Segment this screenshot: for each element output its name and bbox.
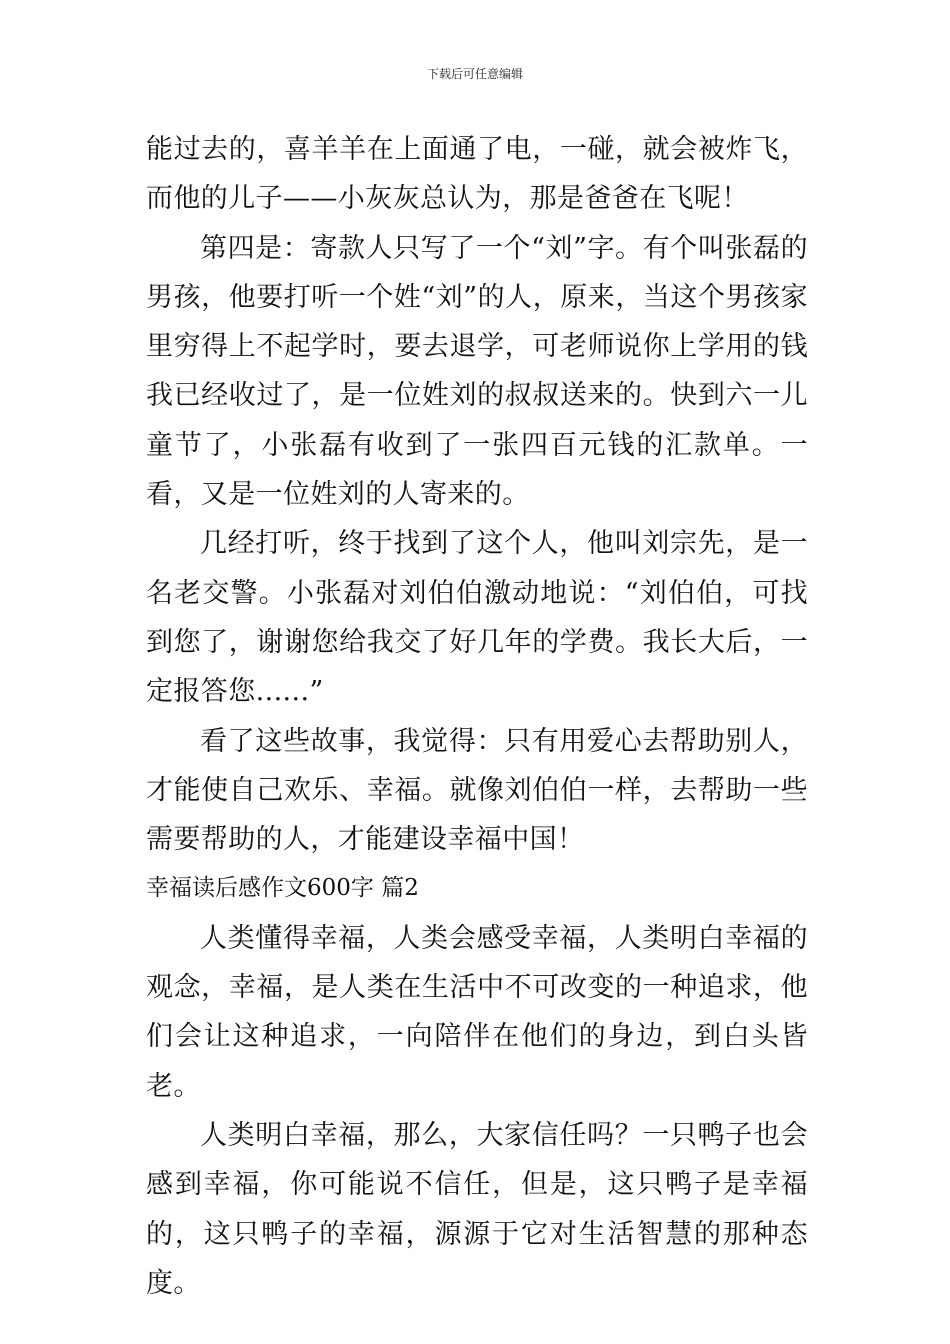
section-heading: 幸福读后感作文600字 篇2: [146, 875, 419, 902]
paragraph: 几经打听，终于找到了这个人，他叫刘宗先，是一名老交警。小张磊对刘伯伯激动地说：“刘伯伯，可找到您了，谢谢您给我交了好几年的学费。我长大后，一定报答您......”: [146, 528, 808, 708]
paragraph: 第四是：寄款人只写了一个“刘”字。有个叫张磊的男孩，他要打听一个姓“刘”的人，原来，当这个男孩家里穷得上不起学时，要去退学，可老师说你上学用的钱我已经收过了，是一位姓刘的叔叔送来的。快到六一儿童节了，小张磊有收到了一张四百元钱的汇款单。一看，又是一位姓刘的人寄来的。: [146, 232, 808, 511]
document-body: [146, 125, 808, 1308]
paragraph: 人类明白幸福，那么，大家信任吗？一只鸭子也会感到幸福，你可能说不信任，但是，这只鸭子是幸福的，这只鸭子的幸福，源源于它对生活智慧的那种态度。: [146, 1119, 808, 1299]
page-header-note: 下载后可任意编辑: [426, 67, 523, 81]
paragraph-continuation: 能过去的，喜羊羊在上面通了电，一碰，就会被炸飞，而他的儿子——小灰灰总认为，那是爸爸在飞呢！: [146, 134, 808, 215]
paragraph: 看了这些故事，我觉得：只有用爱心去帮助别人，才能使自己欢乐、幸福。就像刘伯伯一样，去帮助一些需要帮助的人，才能建设幸福中国！: [146, 725, 808, 856]
paragraph: 人类懂得幸福，人类会感受幸福，人类明白幸福的观念，幸福，是人类在生活中不可改变的一种追求，他们会让这种追求，一向陪伴在他们的身边，到白头皆老。: [146, 922, 808, 1102]
